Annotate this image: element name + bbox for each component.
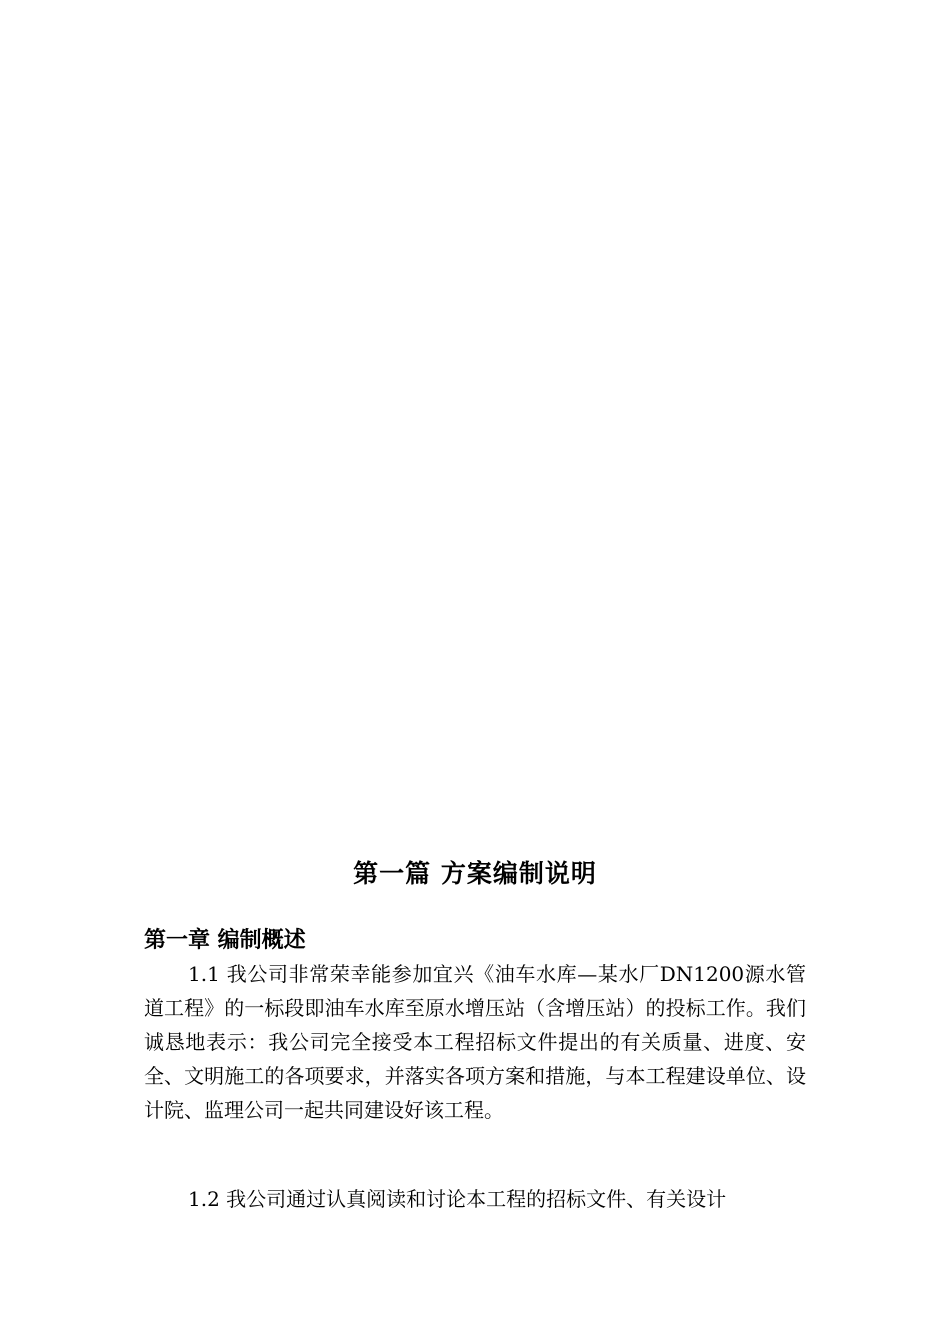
part-title: 第一篇 方案编制说明 xyxy=(353,859,597,888)
paragraph-1-1: 1.1 我公司非常荣幸能参加宜兴《油车水库—某水厂DN1200源水管道工程》的一标段即油车水库至原水增压站（含增压站）的投标工作。我们诚恳地表示：我公司完全接受本工程招标文件提出的有关质量、进度、安全、文明施工的各项要求，并落实各项方案和措施，与本工程建设单位、设计院、监理公司一起共同建设好该工程。 xyxy=(144,962,806,1122)
chapter-title: 第一章 编制概述 xyxy=(144,928,306,953)
paragraph-1-2: 1.2 我公司通过认真阅读和讨论本工程的招标文件、有关设计 xyxy=(188,1187,727,1211)
